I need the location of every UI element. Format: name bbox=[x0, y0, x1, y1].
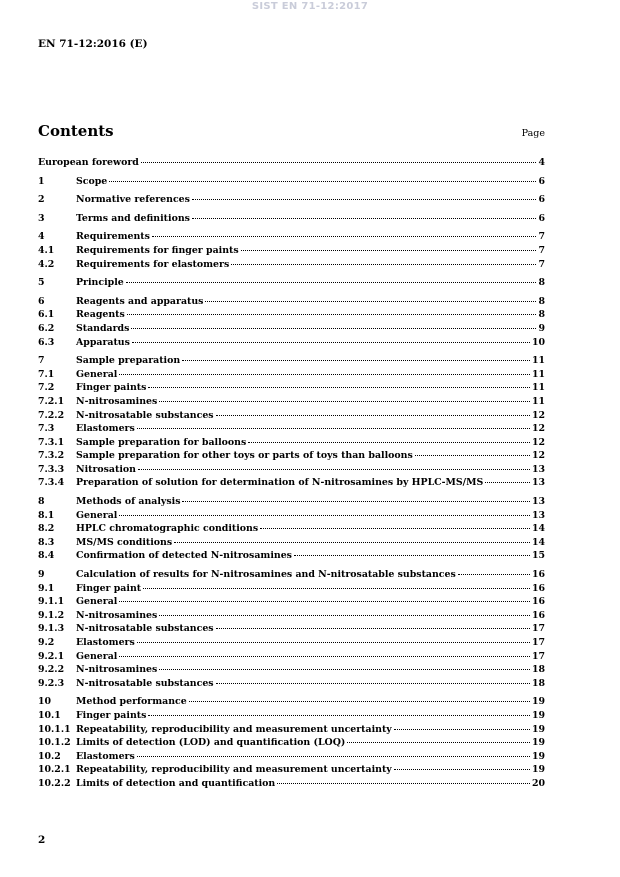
dot-leader bbox=[260, 528, 530, 529]
toc-entry[interactable] bbox=[38, 609, 545, 623]
toc-entry[interactable] bbox=[38, 354, 545, 368]
toc-entry-title: Principle bbox=[76, 277, 124, 289]
dot-leader bbox=[241, 250, 537, 251]
dot-leader bbox=[458, 574, 530, 575]
toc-entry-page: 4 bbox=[538, 157, 545, 168]
toc-entry-page: 13 bbox=[531, 496, 545, 508]
toc-entry-page: 17 bbox=[531, 623, 545, 635]
toc-entry-title: Repeatability, reproducibility and measurement uncertainty bbox=[76, 723, 392, 735]
toc-entry-title: Reagents bbox=[76, 309, 125, 321]
toc-entry[interactable] bbox=[38, 622, 545, 636]
toc-entry-number: 6 bbox=[38, 295, 45, 307]
toc-entry-number: 9 bbox=[38, 569, 45, 581]
toc-entry[interactable] bbox=[38, 395, 545, 409]
toc-entry-title: Normative references bbox=[76, 194, 190, 206]
dot-leader bbox=[485, 482, 530, 483]
watermark: SIST EN 71-12:2017 bbox=[251, 1, 369, 12]
toc-entry[interactable] bbox=[38, 677, 545, 691]
toc-entry[interactable] bbox=[38, 336, 545, 350]
toc-entry-page: 18 bbox=[531, 664, 545, 676]
dot-leader bbox=[174, 542, 530, 543]
page-number: 2 bbox=[38, 834, 46, 846]
toc-entry-number: 9.1.1 bbox=[38, 596, 65, 608]
toc-entry-page: 11 bbox=[531, 368, 545, 380]
toc-entry-title: Reagents and apparatus bbox=[76, 295, 204, 307]
toc-entry-page: 12 bbox=[531, 436, 545, 448]
dot-leader bbox=[189, 701, 530, 702]
toc-entry-page: 17 bbox=[531, 637, 545, 648]
toc-entry-number: 10.2.1 bbox=[38, 764, 71, 776]
toc-entry-title: Finger paints bbox=[76, 709, 147, 721]
toc-entry[interactable] bbox=[38, 595, 545, 609]
toc-entry-title: Calculation of results for N-nitrosamines and N-nitrosatable substances bbox=[76, 569, 456, 581]
toc-entry-page: 16 bbox=[531, 609, 545, 621]
toc-entry-number: 6.3 bbox=[38, 336, 55, 348]
toc-entry-page: 12 bbox=[531, 423, 545, 435]
toc-entry-title: N-nitrosatable substances bbox=[76, 623, 214, 635]
dot-leader bbox=[216, 683, 530, 684]
dot-leader bbox=[277, 783, 530, 784]
dot-leader bbox=[394, 769, 530, 770]
toc-entry-number: 9.1 bbox=[38, 582, 55, 594]
toc-entry[interactable] bbox=[38, 763, 545, 777]
dot-leader bbox=[415, 455, 530, 456]
toc-entry-page: 19 bbox=[531, 764, 545, 776]
toc-entry-number: 9.2.2 bbox=[38, 664, 65, 676]
toc-entry-number: 6.1 bbox=[38, 309, 55, 321]
toc-entry-title: Finger paint bbox=[76, 582, 142, 594]
dot-leader bbox=[137, 428, 530, 429]
toc-entry-title: European foreword bbox=[38, 157, 139, 168]
toc-entry-title: Requirements for finger paints bbox=[76, 244, 239, 256]
toc-entry-page: 19 bbox=[531, 696, 545, 708]
toc-entry-title: General bbox=[76, 596, 118, 608]
toc-entry[interactable] bbox=[38, 750, 545, 764]
toc-entry-number: 1 bbox=[38, 175, 45, 187]
toc-entry-title: Elastomers bbox=[76, 750, 135, 762]
toc-entry-title: Methods of analysis bbox=[76, 496, 181, 508]
toc-entry-page: 6 bbox=[538, 212, 545, 224]
toc-entry[interactable] bbox=[38, 156, 545, 170]
toc-entry-page: 19 bbox=[531, 737, 545, 749]
toc-entry-number: 8 bbox=[38, 496, 45, 508]
toc-entry-number: 9.1.2 bbox=[38, 609, 65, 621]
toc-entry-title: Requirements for elastomers bbox=[76, 258, 230, 270]
toc-entry[interactable] bbox=[38, 368, 545, 382]
toc-entry[interactable] bbox=[38, 193, 545, 207]
dot-leader bbox=[248, 442, 530, 443]
toc-entry-number: 7.3.1 bbox=[38, 436, 65, 448]
toc-entry-title: Limits of detection (LOD) and quantification (LOQ) bbox=[76, 737, 346, 749]
toc-entry-title: Apparatus bbox=[76, 336, 130, 348]
toc-entry-number: 7.2.2 bbox=[38, 409, 65, 421]
dot-leader bbox=[143, 588, 530, 589]
toc-entry-page: 13 bbox=[531, 477, 545, 489]
toc-entry-title: Elastomers bbox=[76, 637, 135, 648]
toc-entry[interactable] bbox=[38, 230, 545, 244]
dot-leader bbox=[131, 328, 536, 329]
toc-entry-page: 19 bbox=[531, 750, 545, 762]
toc-entry-number: 7.3.2 bbox=[38, 450, 65, 462]
toc-entry-page: 7 bbox=[538, 244, 545, 256]
dot-leader bbox=[205, 301, 536, 302]
toc-entry-page: 11 bbox=[531, 395, 545, 407]
toc-entry-page: 11 bbox=[531, 382, 545, 394]
dot-leader bbox=[109, 181, 536, 182]
dot-leader bbox=[294, 555, 530, 556]
toc-entry-title: Nitrosation bbox=[76, 463, 136, 475]
toc-entry[interactable] bbox=[38, 695, 545, 709]
toc-entry-number: 3 bbox=[38, 212, 45, 224]
dot-leader bbox=[119, 515, 530, 516]
dot-leader bbox=[192, 199, 537, 200]
toc-entry-title: Terms and definitions bbox=[76, 212, 190, 224]
toc-entry-title: Standards bbox=[76, 322, 130, 334]
dot-leader bbox=[119, 374, 530, 375]
dot-leader bbox=[148, 715, 530, 716]
toc-entry[interactable] bbox=[38, 723, 545, 737]
toc-entry[interactable] bbox=[38, 663, 545, 677]
toc-entry-title: N-nitrosamines bbox=[76, 395, 158, 407]
toc-entry[interactable] bbox=[38, 495, 545, 509]
toc-entry[interactable] bbox=[38, 381, 545, 395]
toc-entry-number: 10.2 bbox=[38, 750, 61, 762]
toc-entry-title: Confirmation of detected N-nitrosamines bbox=[76, 550, 292, 562]
dot-leader bbox=[127, 314, 537, 315]
toc-entry[interactable] bbox=[38, 536, 545, 550]
toc-entry-page: 19 bbox=[531, 723, 545, 735]
toc-entry-title: Sample preparation for balloons bbox=[76, 436, 247, 448]
toc-entry[interactable] bbox=[38, 650, 545, 664]
toc-entry[interactable] bbox=[38, 322, 545, 336]
toc-entry-title: Sample preparation bbox=[76, 355, 181, 367]
dot-leader bbox=[132, 342, 530, 343]
toc-entry[interactable] bbox=[38, 409, 545, 423]
toc-entry-page: 9 bbox=[538, 322, 545, 334]
toc-entry-number: 6.2 bbox=[38, 322, 55, 334]
toc-entry-page: 15 bbox=[531, 550, 545, 562]
toc-entry[interactable] bbox=[38, 175, 545, 189]
toc-entry-page: 10 bbox=[531, 336, 545, 348]
toc-entry[interactable] bbox=[38, 295, 545, 309]
toc-entry-number: 10.1 bbox=[38, 709, 61, 721]
toc-entry-page: 20 bbox=[531, 777, 545, 789]
toc-entry-title: Finger paints bbox=[76, 382, 147, 394]
toc-entry-title: Scope bbox=[76, 175, 108, 187]
toc-entry-page: 18 bbox=[531, 677, 545, 689]
document-id: EN 71-12:2016 (E) bbox=[38, 38, 148, 50]
toc-entry[interactable] bbox=[38, 736, 545, 750]
toc-entry-title: N-nitrosamines bbox=[76, 664, 158, 676]
toc-entry-page: 14 bbox=[531, 523, 545, 535]
dot-leader bbox=[182, 501, 529, 502]
toc-entry-page: 7 bbox=[538, 258, 545, 270]
toc-entry-title: Preparation of solution for determination of N-nitrosamines by HPLC-MS/MS bbox=[76, 477, 484, 489]
toc-entry[interactable] bbox=[38, 522, 545, 536]
toc-entry-number: 10.1.2 bbox=[38, 737, 71, 749]
toc-entry-title: Requirements bbox=[76, 231, 150, 243]
toc-entry-number: 7.1 bbox=[38, 368, 55, 380]
dot-leader bbox=[126, 282, 537, 283]
toc-entry[interactable] bbox=[38, 463, 545, 477]
toc-entry-page: 19 bbox=[531, 709, 545, 721]
toc-entry-title: Limits of detection and quantification bbox=[76, 777, 276, 789]
toc-entry-title: Repeatability, reproducibility and measurement uncertainty bbox=[76, 764, 392, 776]
toc-entry[interactable] bbox=[38, 258, 545, 272]
toc-entry-title: HPLC chromatographic conditions bbox=[76, 523, 259, 535]
dot-leader bbox=[159, 615, 530, 616]
toc-entry-number: 10 bbox=[38, 696, 52, 708]
toc-entry-number: 7.3.3 bbox=[38, 463, 65, 475]
dot-leader bbox=[231, 264, 536, 265]
toc-entry-number: 7.2.1 bbox=[38, 395, 65, 407]
toc-entry-page: 7 bbox=[538, 231, 545, 243]
toc-entry-page: 6 bbox=[538, 175, 545, 187]
toc-entry-number: 9.1.3 bbox=[38, 623, 65, 635]
toc-entry-number: 9.2.1 bbox=[38, 650, 65, 662]
toc-entry[interactable] bbox=[38, 449, 545, 463]
toc-entry-page: 13 bbox=[531, 509, 545, 521]
dot-leader bbox=[137, 756, 530, 757]
toc-entry-number: 5 bbox=[38, 277, 45, 289]
dot-leader bbox=[347, 742, 530, 743]
toc-entry[interactable] bbox=[38, 549, 545, 563]
toc-entry-title: Elastomers bbox=[76, 423, 135, 435]
dot-leader bbox=[119, 601, 530, 602]
toc-entry-page: 16 bbox=[531, 582, 545, 594]
toc-entry-page: 14 bbox=[531, 536, 545, 548]
toc-entry[interactable] bbox=[38, 636, 545, 650]
toc-entry[interactable] bbox=[38, 709, 545, 723]
toc-entry-number: 8.3 bbox=[38, 536, 55, 548]
toc-entry[interactable] bbox=[38, 212, 545, 226]
toc-entry-page: 11 bbox=[531, 355, 545, 367]
toc-entry-page: 8 bbox=[538, 277, 545, 289]
toc-entry-page: 17 bbox=[531, 650, 545, 662]
dot-leader bbox=[138, 469, 530, 470]
dot-leader bbox=[141, 162, 537, 163]
toc-entry-page: 6 bbox=[538, 194, 545, 206]
toc-entry[interactable] bbox=[38, 436, 545, 450]
toc-entry-number: 9.2 bbox=[38, 637, 55, 648]
dot-leader bbox=[394, 729, 530, 730]
dot-leader bbox=[159, 401, 530, 402]
dot-leader bbox=[159, 669, 530, 670]
toc-entry[interactable] bbox=[38, 422, 545, 436]
toc-entry-title: Method performance bbox=[76, 696, 187, 708]
toc-entry-number: 7.3 bbox=[38, 423, 55, 435]
toc-entry-title: Sample preparation for other toys or parts of toys than balloons bbox=[76, 450, 413, 462]
toc-entry-number: 8.4 bbox=[38, 550, 55, 562]
toc-entry-title: General bbox=[76, 509, 118, 521]
dot-leader bbox=[137, 642, 530, 643]
toc-entry-number: 7 bbox=[38, 355, 45, 367]
toc-entry-number: 4.1 bbox=[38, 244, 55, 256]
toc-entry[interactable] bbox=[38, 509, 545, 523]
toc-entry-number: 10.1.1 bbox=[38, 723, 71, 735]
toc-entry-title: General bbox=[76, 650, 118, 662]
toc-entry-page: 16 bbox=[531, 569, 545, 581]
toc-entry-title: N-nitrosatable substances bbox=[76, 409, 214, 421]
toc-entry[interactable] bbox=[38, 308, 545, 322]
toc-entry-page: 8 bbox=[538, 309, 545, 321]
dot-leader bbox=[152, 236, 537, 237]
page-column-label: Page bbox=[521, 128, 545, 139]
toc-entry-number: 10.2.2 bbox=[38, 777, 71, 789]
toc-entry-title: General bbox=[76, 368, 118, 380]
dot-leader bbox=[216, 415, 530, 416]
toc-entry[interactable] bbox=[38, 568, 545, 582]
toc-entry[interactable] bbox=[38, 476, 545, 490]
toc-entry-number: 7.3.4 bbox=[38, 477, 65, 489]
toc-entry-page: 16 bbox=[531, 596, 545, 608]
toc-entry-number: 9.2.3 bbox=[38, 677, 65, 689]
toc-entry-number: 2 bbox=[38, 194, 45, 206]
toc-entry-page: 12 bbox=[531, 409, 545, 421]
toc-entry-title: N-nitrosamines bbox=[76, 609, 158, 621]
dot-leader bbox=[119, 656, 530, 657]
toc-entry-page: 13 bbox=[531, 463, 545, 475]
toc-entry-title: N-nitrosatable substances bbox=[76, 677, 214, 689]
table-of-contents bbox=[38, 156, 545, 791]
contents-title: Contents bbox=[38, 122, 114, 140]
toc-entry-number: 8.2 bbox=[38, 523, 55, 535]
toc-entry-number: 4 bbox=[38, 231, 45, 243]
toc-entry-number: 4.2 bbox=[38, 258, 55, 270]
toc-entry-number: 8.1 bbox=[38, 509, 55, 521]
toc-entry[interactable] bbox=[38, 276, 545, 290]
toc-entry[interactable] bbox=[38, 582, 545, 596]
dot-leader bbox=[148, 387, 530, 388]
toc-entry-title: MS/MS conditions bbox=[76, 536, 173, 548]
toc-entry[interactable] bbox=[38, 244, 545, 258]
dot-leader bbox=[182, 360, 530, 361]
toc-entry[interactable] bbox=[38, 777, 545, 791]
toc-entry-page: 12 bbox=[531, 450, 545, 462]
dot-leader bbox=[192, 218, 537, 219]
toc-entry-number: 7.2 bbox=[38, 382, 55, 394]
dot-leader bbox=[216, 628, 530, 629]
toc-entry-page: 8 bbox=[538, 295, 545, 307]
